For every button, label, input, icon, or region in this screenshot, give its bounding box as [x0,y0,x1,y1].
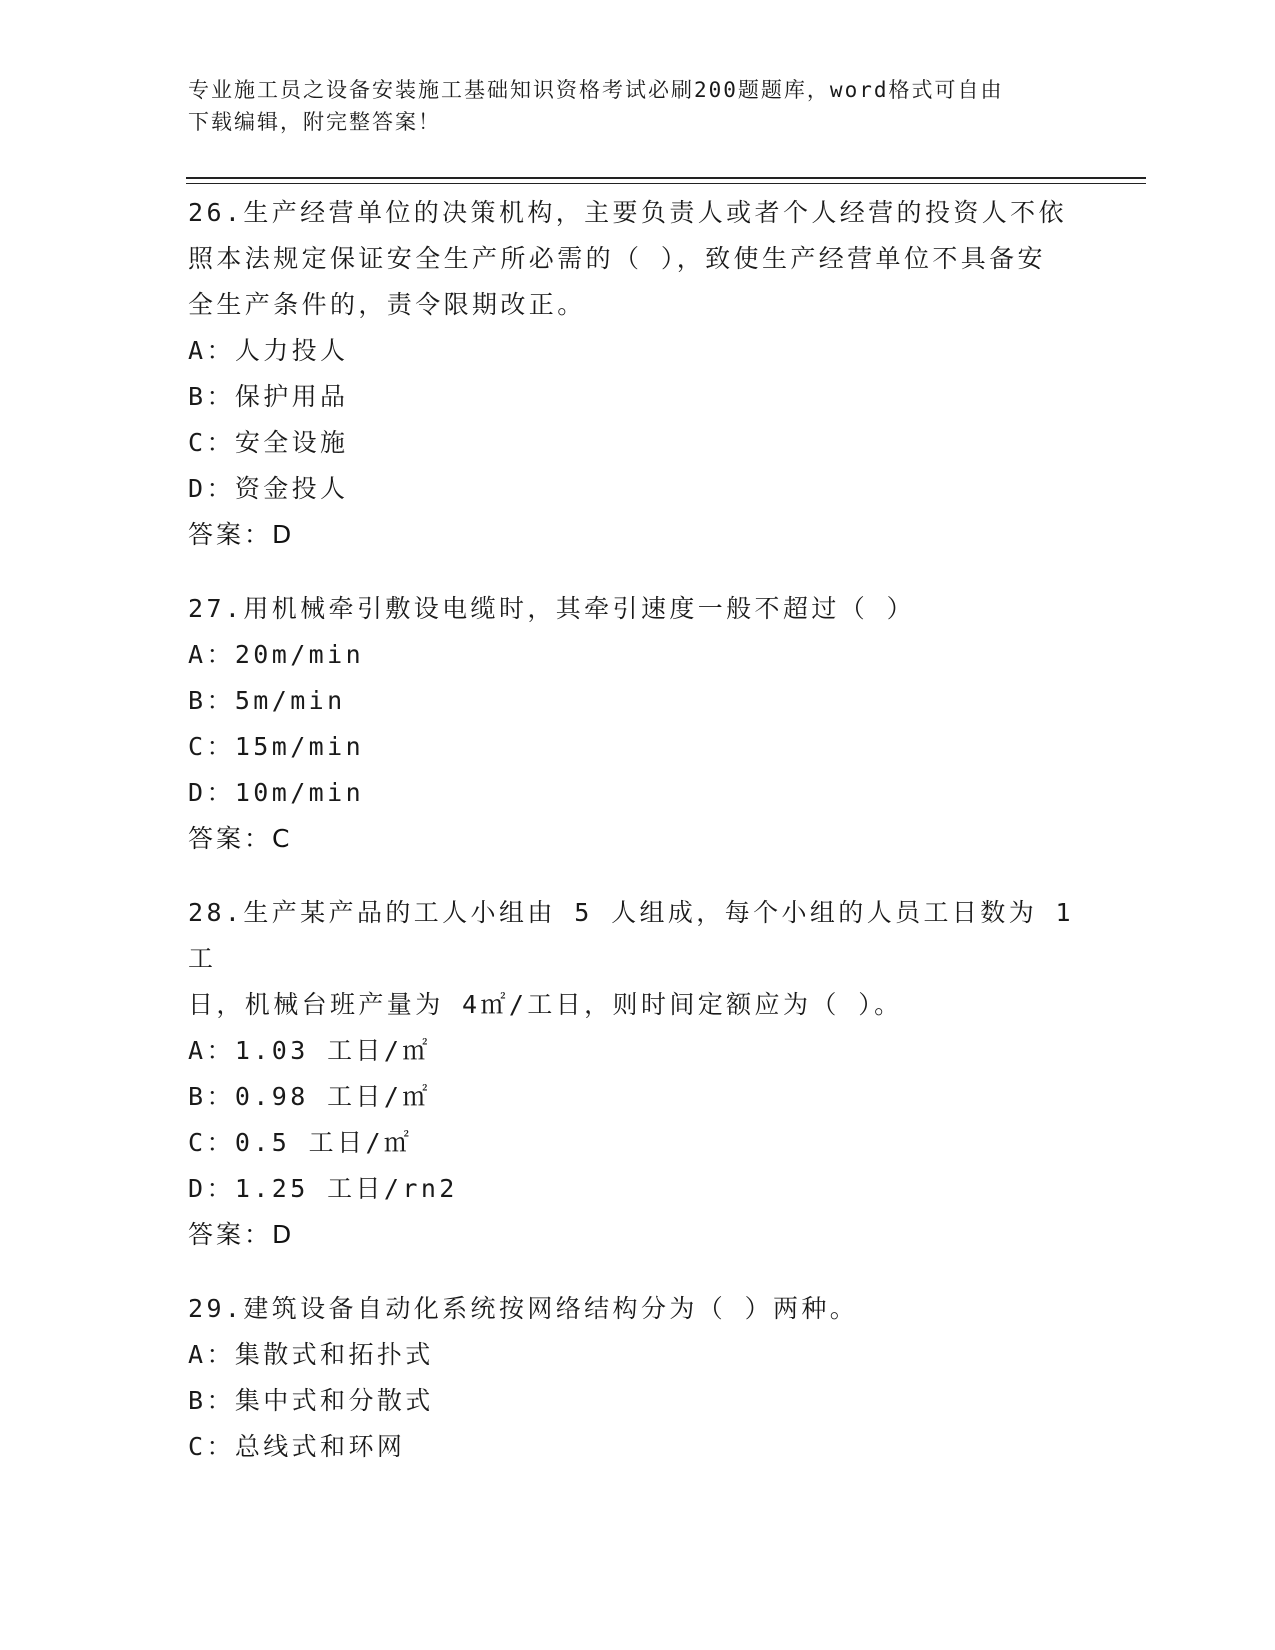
option-a [188,328,1088,374]
header-divider-thick [186,177,1146,179]
option-text: 1.25 工日/rn2 [234,1174,458,1203]
option-c [188,420,1088,466]
option-text: 15m/min [234,732,365,761]
option-separator: ： [206,778,235,807]
question-text-line: 26.生产经营单位的决策机构，主要负责人或者个人经营的投资人不依 [188,198,1067,227]
question-text-line: 日，机械台班产量为 4㎡/工日，则时间定额应为（ ）。 [188,990,903,1019]
option-letter: A [188,640,207,669]
option-b [188,1074,1088,1120]
option-separator: ： [206,474,235,503]
option-a [188,632,1088,678]
option-separator: ： [206,1082,235,1111]
option-separator: ： [206,1386,235,1415]
question-list [188,190,1088,1498]
answer-label: 答案：D [188,1220,295,1249]
option-letter: B [188,1082,207,1111]
option-b [188,678,1088,724]
option-text: 资金投人 [234,474,349,503]
option-letter: B [188,382,207,411]
option-separator: ： [206,732,235,761]
question-text-line: 29.建筑设备自动化系统按网络结构分为（ ）两种。 [188,1294,859,1323]
question-text-line: 照本法规定保证安全生产所必需的（ ），致使生产经营单位不具备安 [188,244,1046,273]
option-letter: C [188,732,207,761]
option-separator: ： [206,1174,235,1203]
question-text-line: 全生产条件的，责令限期改正。 [188,290,586,319]
option-separator: ： [206,1340,235,1369]
option-separator: ： [206,686,235,715]
option-text: 安全设施 [234,428,349,457]
option-text: 集中式和分散式 [234,1386,434,1415]
question-text-line: 27.用机械牵引敷设电缆时，其牵引速度一般不超过（ ） [188,594,916,623]
option-text: 0.5 工日/㎡ [234,1128,413,1157]
option-d [188,466,1088,512]
option-letter: D [188,778,207,807]
question-27 [188,586,1088,862]
option-text: 10m/min [234,778,365,807]
option-separator: ： [206,1432,235,1461]
option-letter: C [188,428,207,457]
option-text: 5m/min [234,686,346,715]
option-letter: B [188,1386,207,1415]
option-d [188,1166,1088,1212]
option-letter: A [188,1036,207,1065]
question-26 [188,190,1088,558]
option-d [188,770,1088,816]
option-separator: ： [206,336,235,365]
option-separator: ： [206,382,235,411]
document-header [188,74,1088,138]
option-text: 0.98 工日/㎡ [234,1082,431,1111]
option-c [188,724,1088,770]
answer-label: 答案：D [188,520,295,549]
option-letter: A [188,336,207,365]
option-separator: ： [206,1128,235,1157]
option-text: 1.03 工日/㎡ [234,1036,431,1065]
header-line-1: 专业施工员之设备安装施工基础知识资格考试必刷200题题库，word格式可自由 [188,78,1004,102]
header-line-2: 下载编辑，附完整答案！ [188,110,441,134]
option-letter: C [188,1128,207,1157]
question-29 [188,1286,1088,1470]
option-c [188,1424,1088,1470]
option-separator: ： [206,640,235,669]
option-b [188,1378,1088,1424]
option-text: 集散式和拓扑式 [234,1340,434,1369]
option-a [188,1332,1088,1378]
option-letter: B [188,686,207,715]
question-28 [188,890,1088,1258]
option-text: 总线式和环网 [234,1432,406,1461]
option-separator: ： [206,1036,235,1065]
option-separator: ： [206,428,235,457]
option-letter: A [188,1340,207,1369]
option-letter: C [188,1432,207,1461]
option-text: 人力投人 [234,336,349,365]
header-divider-thin [186,183,1146,184]
option-b [188,374,1088,420]
option-text: 20m/min [234,640,365,669]
question-text-line: 28.生产某产品的工人小组由 5 人组成，每个小组的人员工日数为 1 工 [188,898,1075,973]
answer-label: 答案：C [188,824,293,853]
option-c [188,1120,1088,1166]
option-text: 保护用品 [234,382,349,411]
option-letter: D [188,474,207,503]
option-letter: D [188,1174,207,1203]
option-a [188,1028,1088,1074]
